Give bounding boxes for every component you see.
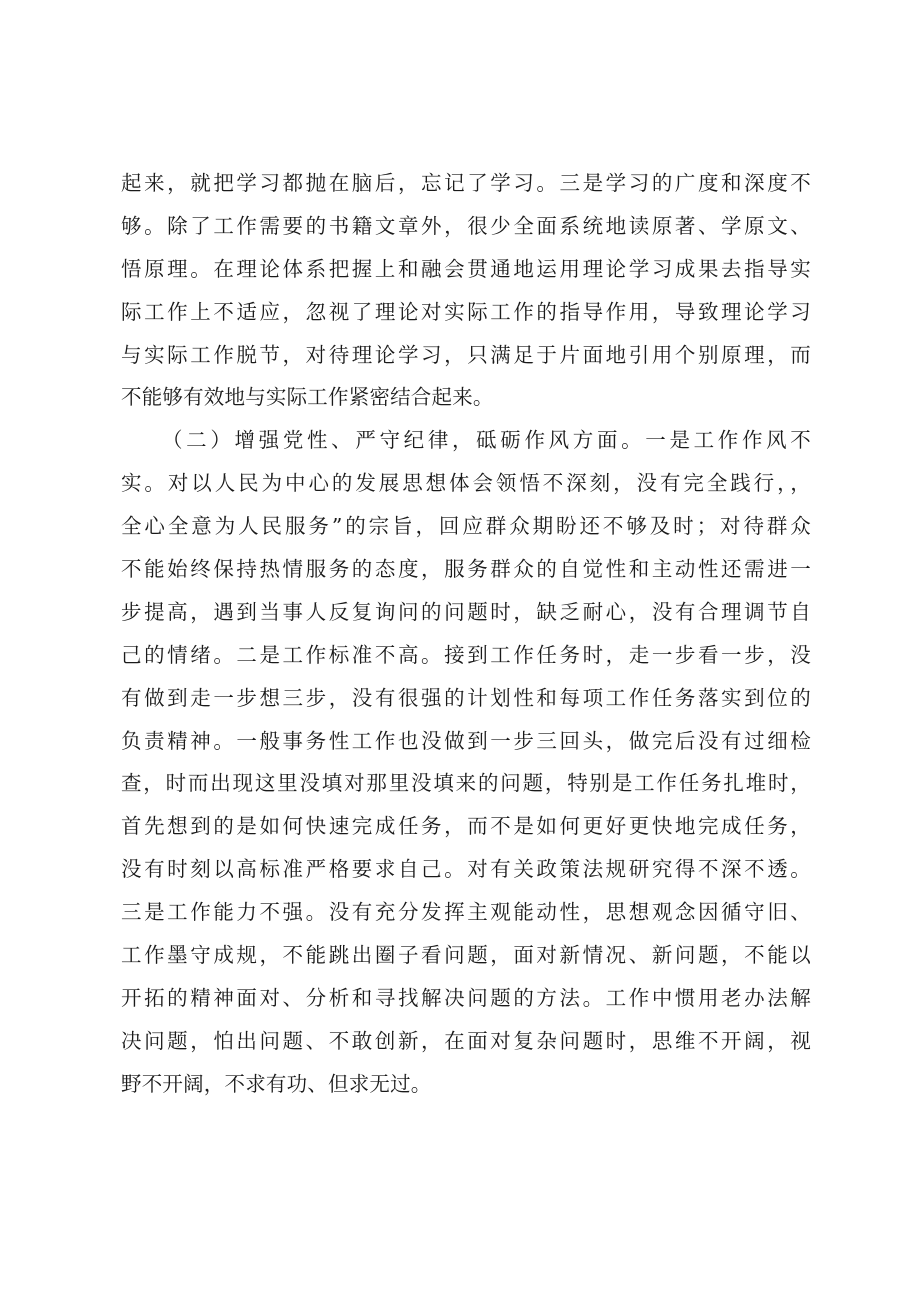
text-line: 步提高，遇到当事人反复询问的问题时，缺乏耐心，没有合理调节自: [121, 599, 811, 624]
text-line: 不能够有效地与实际工作紧密结合起来。: [121, 385, 494, 410]
text-line: 起来，就把学习都抛在脑后，忘记了学习。三是学习的广度和深度不: [121, 171, 811, 195]
text-line: 际工作上不适应，忽视了理论对实际工作的指导作用，导致理论学习: [121, 299, 811, 324]
text-line: 首先想到的是如何快速完成任务，而不是如何更好更快地完成任务，: [121, 814, 811, 839]
text-line: 查，时而出现这里没填对那里没填来的问题，特别是工作任务扎堆时，: [121, 771, 811, 796]
paragraph-study: [121, 162, 811, 419]
section-heading-line: （二）增强党性、严守纪律，砥砺作风方面。一是工作作风不: [162, 428, 811, 453]
text-line: 与实际工作脱节，对待理论学习，只满足于片面地引用个别原理，而: [121, 342, 811, 367]
text-line: 够。除了工作需要的书籍文章外，很少全面系统地读原著、学原文、: [121, 213, 811, 238]
text-line: 己的情绪。二是工作标准不高。接到工作任务时，走一步看一步，没: [121, 642, 811, 667]
text-line: 野不开阔，不求有功、但求无过。: [121, 1071, 432, 1096]
text-line: 三是工作能力不强。没有充分发挥主观能动性，思想观念因循守旧、: [121, 900, 811, 925]
text-line: 负责精神。一般事务性工作也没做到一步三回头，做完后没有过细检: [121, 728, 811, 753]
text-line: 有做到走一步想三步，没有很强的计划性和每项工作任务落实到位的: [121, 685, 811, 710]
text-line: 开拓的精神面对、分析和寻找解决问题的方法。工作中惯用老办法解: [121, 985, 811, 1010]
text-line: 悟原理。在理论体系把握上和融会贯通地运用理论学习成果去指导实: [121, 256, 811, 281]
document-body: [121, 162, 811, 1106]
text-line: 决问题，怕出问题、不敢创新，在面对复杂问题时，思维不开阔，视: [121, 1028, 811, 1053]
text-line: 工作墨守成规，不能跳出圈子看问题，面对新情况、新问题，不能以: [121, 943, 811, 968]
text-line: 全心全意为人民服务”的宗旨，回应群众期盼还不够及时；对待群众: [121, 514, 811, 539]
text-line: 没有时刻以高标准严格要求自己。对有关政策法规研究得不深不透。: [121, 857, 811, 882]
text-line: 不能始终保持热情服务的态度，服务群众的自觉性和主动性还需进一: [121, 557, 811, 582]
text-line: 实。对以人民为中心的发展思想体会领悟不深刻，没有完全践行，，: [121, 471, 811, 496]
paragraph-work-style: [121, 419, 811, 1105]
